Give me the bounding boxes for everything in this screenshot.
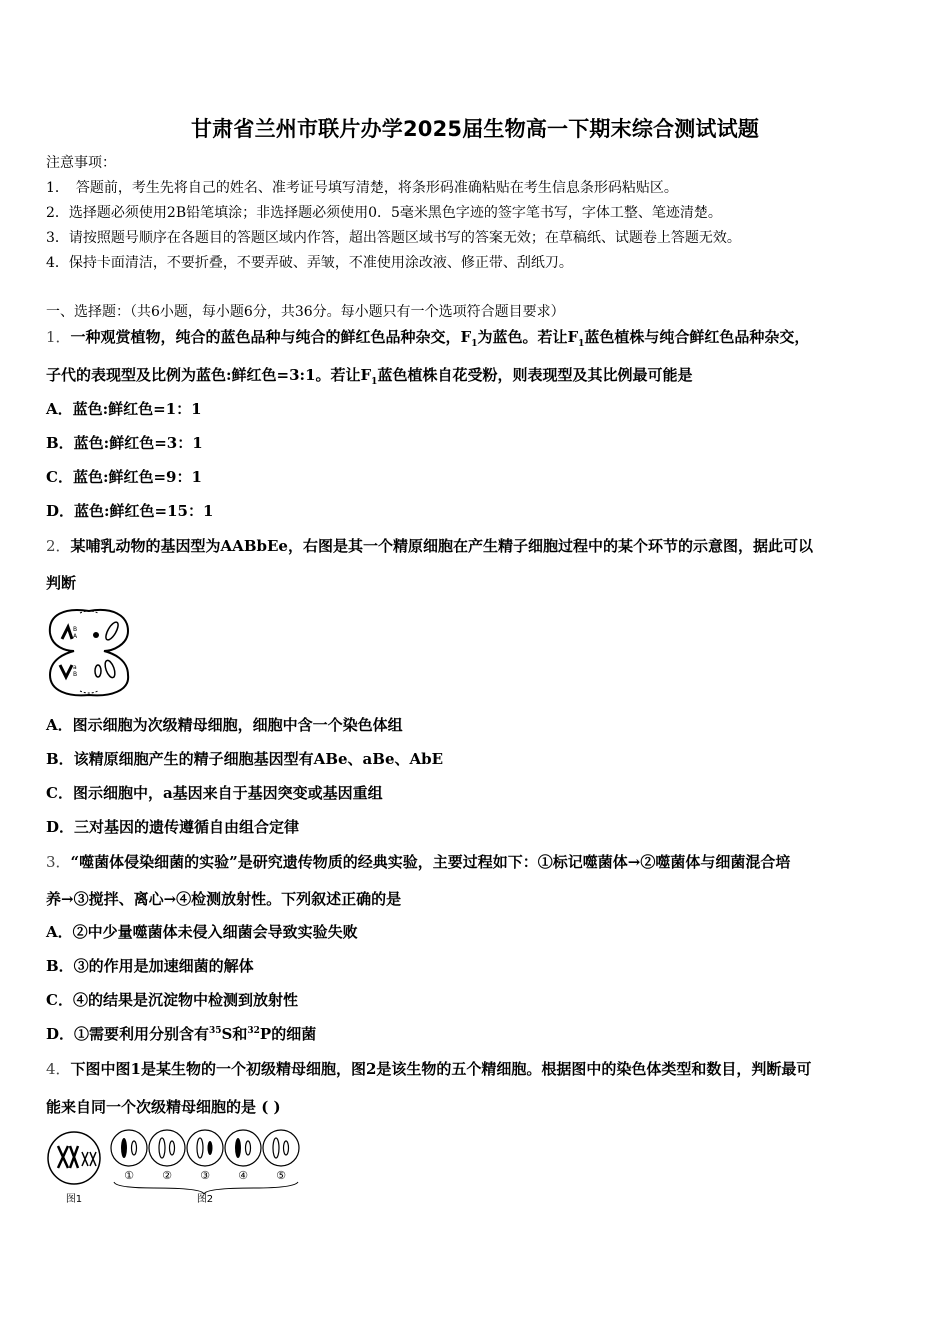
q3-option-a[interactable]: A．②中少量噬菌体未侵入细菌会导致实验失败: [46, 923, 358, 941]
question-3-stem-cont: 养→③搅拌、离心→④检测放射性。下列叙述正确的是: [46, 890, 402, 908]
q1-option-c[interactable]: C．蓝色:鲜红色=9：1: [46, 468, 202, 486]
chromosome-figure: [44, 1124, 304, 1208]
svg-text:B: B: [73, 626, 78, 633]
question-4-stem: 4．下图中图1是某生物的一个初级精母细胞，图2是该生物的五个精细胞。根据图中的染色体类型和数目，判断最可: [46, 1060, 812, 1078]
question-2-stem: 2．某哺乳动物的基因型为AABbEe，右图是其一个精原细胞在产生精子细胞过程中的某个环节的示意图，据此可以: [46, 537, 813, 555]
question-4-stem-cont: 能来自同一个次级精母细胞的是 ( ): [46, 1098, 281, 1116]
q2-option-a[interactable]: A．图示细胞为次级精母细胞，细胞中含一个染色体组: [46, 716, 403, 734]
notice-item: 4．保持卡面清洁，不要折叠，不要弄破、弄皱，不准使用涂改液、修正带、刮纸刀。: [46, 255, 573, 271]
svg-text:B: B: [73, 671, 78, 678]
fig-1-label: 图1: [65, 1194, 83, 1205]
fig-2-label: 图2: [196, 1194, 214, 1205]
cell-division-figure: [44, 603, 134, 699]
q3-option-b[interactable]: B．③的作用是加速细菌的解体: [46, 957, 254, 975]
notice-item: 2．选择题必须使用2B铅笔填涂；非选择题必须使用0．5毫米黑色字迹的签字笔书写，字体工整、笔迹清楚。: [46, 205, 722, 221]
q2-option-b[interactable]: B．该精原细胞产生的精子细胞基因型有ABe、aBe、AbE: [46, 750, 444, 768]
q2-option-c[interactable]: C．图示细胞中，a基因来自于基因突变或基因重组: [46, 784, 383, 802]
cell-label-5: ⑤: [276, 1169, 286, 1182]
question-3-stem: 3．“噬菌体侵染细菌的实验”是研究遗传物质的经典实验，主要过程如下：①标记噬菌体→②噬菌体与细菌混合培: [46, 853, 791, 871]
cell-label-1: ①: [124, 1169, 134, 1182]
question-1-stem: 1．一种观赏植物，纯合的蓝色品种与纯合的鲜红色品种杂交，$F_1$为蓝色。若让$F_1$蓝色植株与纯合鲜红色品种杂交，: [46, 328, 810, 349]
q1-option-d[interactable]: D．蓝色:鲜红色=15：1: [46, 502, 214, 520]
q1-option-a[interactable]: A．蓝色:鲜红色=1：1: [46, 400, 202, 418]
cell-label-4: ④: [238, 1169, 248, 1182]
q2-option-d[interactable]: D．三对基因的遗传遵循自由组合定律: [46, 818, 300, 836]
cell-label-2: ②: [162, 1169, 172, 1182]
notice-item: 3．请按照题号顺序在各题目的答题区域内作答，超出答题区域书写的答案无效；在草稿纸、试题卷上答题无效。: [46, 230, 741, 246]
section-heading: 一、选择题：（共6小题，每小题6分，共36分。每小题只有一个选项符合题目要求）: [46, 304, 565, 320]
question-1-stem-cont: 子代的表现型及比例为蓝色:鲜红色=3:1。若让$F_1$蓝色植株自花受粉，则表现型及其比例最可能是: [46, 366, 693, 387]
cell-label-3: ③: [200, 1169, 210, 1182]
q3-option-d[interactable]: D．①需要利用分别含有$^{35}$S和$^{32}$P的细菌: [46, 1025, 317, 1043]
notice-heading: 注意事项：: [46, 155, 116, 171]
notice-item: 1． 答题前，考生先将自己的姓名、准考证号填写清楚，将条形码准确粘贴在考生信息条形码粘贴区。: [46, 180, 678, 196]
svg-text:A: A: [73, 633, 78, 640]
page-title: 甘肃省兰州市联片办学2025届生物高一下期末综合测试试题: [190, 117, 760, 141]
svg-text:a: a: [73, 664, 77, 671]
q1-option-b[interactable]: B．蓝色:鲜红色=3：1: [46, 434, 203, 452]
question-2-stem-cont: 判断: [46, 574, 77, 592]
q3-option-c[interactable]: C．④的结果是沉淀物中检测到放射性: [46, 991, 298, 1009]
